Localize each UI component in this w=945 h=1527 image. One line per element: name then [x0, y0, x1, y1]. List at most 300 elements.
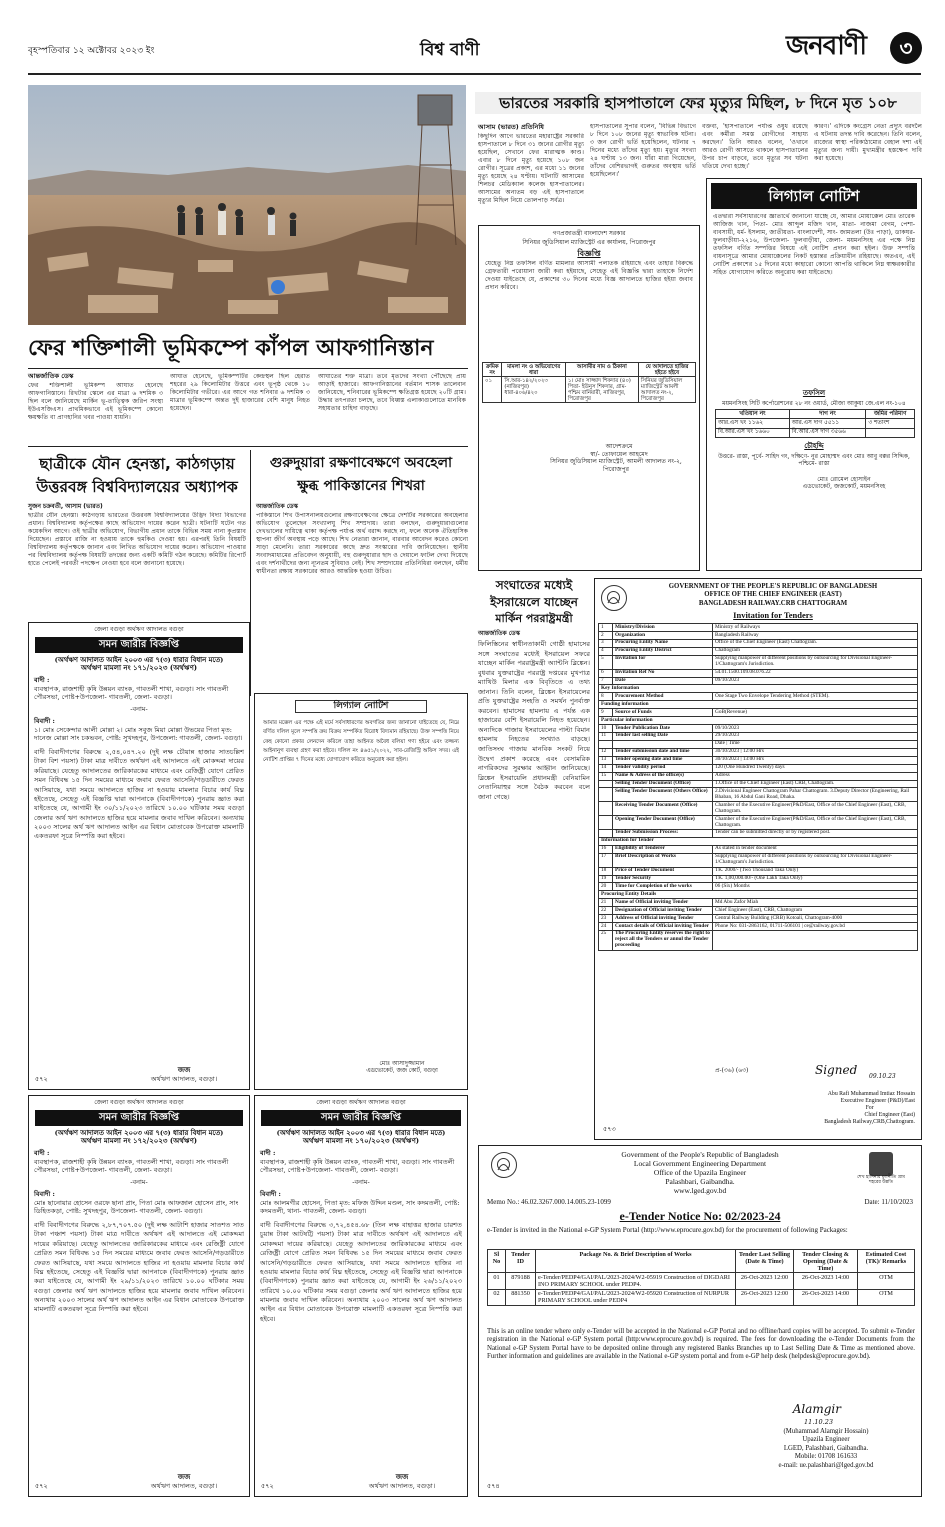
summons-plaintiff-label: বাদী : — [34, 675, 50, 684]
summons-court: জেলা বগুড়া অর্থঋণ আদালত বগুড়া — [94, 1099, 184, 1106]
rt-cell: Ministry of Railways — [713, 624, 918, 632]
summons-code: ৫৭২ — [261, 1481, 274, 1490]
rt-section-label: Key Information — [599, 685, 918, 693]
rt-cell: Procuring Entity District — [613, 647, 713, 655]
summons-case-no: অর্থঋণ মামলা নং ১৭১/২০২৩ (অর্থঋণ) — [80, 662, 198, 672]
summons-judge-court: অর্থঋণ আদালত, বগুড়া। — [150, 1481, 218, 1490]
rt-row — [599, 677, 918, 685]
rt-cell: 22 — [599, 907, 613, 915]
rt-cell: Procurement Method — [613, 693, 713, 701]
mujib-logo — [851, 1152, 911, 1190]
summons-court: জেলা বগুড়া অর্থঋণ আদালত বগুড়া — [94, 626, 184, 633]
rt-cell: Phone No: 031-2863162, 01711-506101 | ce@railway.gov.bd — [713, 923, 918, 931]
lt-cell: ৩ শতাংশ — [866, 419, 915, 428]
rt-cell: Receiving Tender Document (Office) — [613, 802, 713, 816]
rt-row — [599, 693, 918, 701]
legal-notice-1-schedule-title: তফসিল — [802, 388, 826, 397]
lged-td: 26-Oct-2023 14:00 — [794, 1289, 858, 1305]
rt-cell: One Stage Two Envelope Tendering Method (STEM). — [713, 693, 918, 701]
afghan-col-3: আঘাতের শক্ত মাত্রা। তবে মৃতদের সংখ্যা পৌঁছেছে প্রায় আড়াই হাজারে। আফগানিস্তানের বর্তমান শাসক তালেবান জানিয়েছে, শনিবারের ভূমিকম্পে ক্ষতিগ্রস্ত হয়েছে ২০টি গ্রাম। উদ্ধার তৎপরতা চলছে, তবে বিধ্বস্ত এলাকাগুলোতে মানবিক সহায়তার চাহিদা বাড়ছে। — [318, 373, 466, 412]
bengal-body: ছাত্রীর যৌন হেনস্তা। কাঠগড়ায় ভারতের উত্তরবঙ্গ বিশ্ববিদ্যালয়ের উদ্ভিদ বিদ্যা বিভাগের প্রধান। বিশ্ববিদ্যালয় কর্তৃপক্ষের কাছে অভিযোগ দায়ের করেন ছাত্রী। ঘটনাটি ঘটেন গত কয়েকদিন আগে। ওই ছাত্রীর অভিযোগ, বিভাগীয় প্রধান তাকে বিভিন্ন সময় নানা কুপ্রস্তাব দিয়েছেন। প্রস্তাবে রাজি না হওয়ায় তাকে হুমকিও দেওয়া হয়। এরপরই তিনি বিষয়টি বিশ্ববিদ্যালয় কর্তৃপক্ষকে জানান এবং লিখিত অভিযোগ দায়ের করেন। অভিযোগ পাওয়ার পর বিশ্ববিদ্যালয় কর্তৃপক্ষ বিষয়টি তদন্তের জন্য একটি কমিটি গঠন করেছে। কমিটির রিপোর্ট হাতে পেলেই পরবর্তী পদক্ষেপ নেওয়া হবে বলে জানানো হয়েছে। — [28, 512, 246, 567]
afghan-rule — [28, 368, 468, 369]
lged-line-4: Palashbari, Gaibandha. — [665, 1177, 735, 1186]
rt-cell: Tender last selling Date — [613, 732, 713, 740]
afghan-col-1: ফের শক্তিশালী ভূমিকম্প আঘাত হেনেছে আফগানিস্তানে। রিখটার স্কেলে এর মাত্রা ৬ দশমিক ৩ ছিল বলে জানিয়েছে মার্কিন ভূ-তাত্ত্বিক জরিপ সংস্থা ইউএসজিএস। প্রাথমিকভাবে এই ভূমিকম্পে কোনো ক্ষয়ক্ষতি বা প্রাণহানির খবর পাওয়া যায়নি। — [28, 382, 163, 421]
masthead-rule — [28, 73, 921, 75]
rt-cell: Adress — [713, 772, 918, 780]
lt-cell — [866, 428, 915, 437]
summons-code: ৫৭২ — [35, 1481, 48, 1490]
lged-memo: Memo No.: 46.02.3267.000.14.005.23-1099 — [487, 1198, 611, 1206]
rt-row — [599, 780, 918, 788]
rt-cell: 14 — [599, 764, 613, 772]
rt-cell: 29/10/2023 — [713, 732, 918, 740]
lged-line-5: www.lged.gov.bd — [673, 1186, 727, 1195]
lged-th: Sl No — [488, 1250, 506, 1273]
lged-table — [487, 1249, 915, 1306]
rt-cell: 25 — [599, 930, 613, 950]
lged-td: e-Tender/PEDP4/GAI/PAL/2023-2024/W2-05920 Construction of NURPUR PRIMARY SCHOOL under PEDP4 — [536, 1289, 736, 1305]
rt-cell: Name of Official inviting Tender — [613, 899, 713, 907]
summons-law: (অর্থঋণ আদালত আইন ২০০৩ এর ৭(৩) ধারার বিধান মতে) — [54, 655, 224, 664]
rt-ref-code: প্র-(৩৬) (৬৩) — [715, 1067, 749, 1074]
rt-row — [599, 740, 918, 748]
rt-row — [599, 639, 918, 647]
rt-section-label: Particular information — [599, 717, 918, 725]
rt-row — [599, 915, 918, 923]
summons-code: ৫৭২ — [35, 1074, 48, 1083]
rt-cell — [599, 788, 613, 802]
rt-code: ৫৭৩ — [603, 1124, 616, 1133]
bengal-byline: সুজন চক্রবর্তী, আসাম (ভারত) — [28, 503, 103, 510]
rt-cell: 5 — [599, 655, 613, 669]
afghan-headline: ফের শক্তিশালী ভূমিকম্পে কাঁপল আফগানিস্তান — [28, 336, 434, 361]
rt-row — [599, 669, 918, 677]
rt-row — [599, 772, 918, 780]
rt-cell — [599, 780, 613, 788]
ct-cell: ১। মোঃ সাজ্জাদ শিকদার (৪০) পিতা- ইউনুস শিকদার, গ্রাম- পশ্চিম বানিয়ারী, নাজিরপুর, পিরোজপুর — [565, 377, 638, 403]
court-notice-mid — [478, 225, 700, 571]
summons-versus: -বনাম- — [352, 1178, 370, 1187]
israel-byline: আন্তর্জাতিক ডেস্ক — [478, 630, 520, 637]
rt-cell — [599, 802, 613, 816]
rt-cell: Eligibility of Tenderer — [613, 845, 713, 853]
rt-cell: Chamber of the Executive Engineer(P&D/East, Office of the Chief Engineer (East), CRB, Chattogram. — [713, 816, 918, 830]
lged-th: Tender Last Selling (Date & Time) — [736, 1250, 794, 1273]
summons-judge: জজ — [177, 1472, 191, 1482]
rt-row — [599, 923, 918, 931]
summons-1 — [28, 622, 250, 1090]
rt-sign-date: 09.10.23 — [869, 1073, 896, 1080]
summons-law: (অর্থঋণ আদালত আইন ২০০৩ এর ৭(৩) ধারার বিধান মতে) — [54, 1128, 224, 1137]
rt-row — [599, 829, 918, 837]
rt-row — [599, 867, 918, 875]
rt-row — [599, 709, 918, 717]
pak-body: পাকিস্তানে শিখ উপাসনালয়গুলোর রক্ষণাবেক্ষণের ক্ষেত্রে দেশটির সরকারের অবহেলার অভিযোগ তুলেছেন সংখ্যালঘু শিখ সম্প্রদায়। তারা বলছেন, গুরুদুয়ারাগুলোর দেখভালের দায়িত্বে থাকা কর্তৃপক্ষ পর্যাপ্ত অর্থ বরাদ্দ করছে না, ফলে অনেক ঐতিহাসিক স্থাপনা জীর্ণ অবস্থায় পড়ে আছে। শিখ নেতারা জানান, বারবার আবেদন করেও কোনো সাড়া মেলেনি। তারা সরকারের কাছে দ্রুত সংস্কারের দাবি জানিয়েছেন। স্থানীয় সংবাদমাধ্যমের প্রতিবেদন অনুযায়ী, বহু গুরুদুয়ারার ছাদ ও দেয়ালে ফাটল দেখা দিয়েছে এবং দর্শনার্থীদের জন্য ন্যূনতম সুবিধাও নেই। শিখ সম্প্রদায়ের প্রতিনিধিরা বলছেন, ধর্মীয় স্বাধীনতা রক্ষায় সরকারের আরও আন্তরিক হওয়া উচিত। — [256, 512, 468, 575]
rt-cell: Chamber of the Executive Engineer(P&D/East, Office of the Chief Engineer (East), CRB, Chattogram. — [713, 802, 918, 816]
lged-row — [488, 1289, 915, 1305]
rt-cell: Ministry/Division — [613, 624, 713, 632]
ct-cell: সি.আর-১৪২/২০২৩ (নাজিরপুর) ধারা-৪০৬/৪২০ — [502, 377, 565, 403]
india-headline: ভারতের সরকারি হাসপাতালে ফের মৃত্যুর মিছিল, ৮ দিনে মৃত ১০৮ — [475, 92, 921, 114]
court-title: বিজ্ঞপ্তি — [577, 248, 601, 258]
rt-cell: 17 — [599, 853, 613, 867]
rt-cell: Procuring Entity Name — [613, 639, 713, 647]
rt-cell: Office of the Chief Engineer (East) Chattogram. — [713, 639, 918, 647]
lged-code: ৫৭৪ — [487, 1481, 500, 1490]
israel-body: ফিলিস্তিনের স্বাধীনতাকামী গোষ্ঠী হামাসের সঙ্গে সংঘাতের মধ্যেই ইসরায়েল সফরে যাচ্ছেন মার্কিন পররাষ্ট্রমন্ত্রী অ্যান্টনি ব্লিঙ্কেন। বুধবার যুক্তরাষ্ট্রের পররাষ্ট্র দপ্তরের মুখপাত্র ম্যাথিউ মিলার এক বিবৃতিতে এ তথ্য জানান। তিনি বলেন, ব্লিঙ্কেন ইসরায়েলের প্রতি যুক্তরাষ্ট্রের সংহতি ও সমর্থন পুনর্ব্যক্ত করবেন। হামাসের হামলায় এ পর্যন্ত এক হাজারের বেশি ইসরায়েলি নিহত হয়েছেন। অন্যদিকে গাজায় ইসরায়েলের পাল্টা বিমান হামলায় নিহতের সংখ্যাও বাড়ছে। জাতিসংঘ গাজায় মানবিক সংকট নিয়ে উদ্বেগ প্রকাশ করেছে এবং বেসামরিক নাগরিকদের সুরক্ষার আহ্বান জানিয়েছে। ব্লিঙ্কেন ইসরায়েলি প্রধানমন্ত্রী বেনিয়ামিন নেতানিয়াহুর সঙ্গে বৈঠক করবেন বলে জানা গেছে। — [478, 640, 590, 801]
pak-headline-1: গুরুদুয়ারা রক্ষণাবেক্ষণে অবহেলা — [269, 455, 453, 471]
rt-row — [599, 907, 918, 915]
lged-th: Tender Closing & Opening (Date & Time) — [794, 1250, 858, 1273]
rt-cell: 13 — [599, 756, 613, 764]
rt-row — [599, 883, 918, 891]
lged-date: Date: 11/10/2023 — [864, 1198, 913, 1206]
rt-row — [599, 685, 918, 693]
legal-notice-1-table — [715, 409, 915, 438]
rt-cell: Contact details of Official inviting Tender — [613, 923, 713, 931]
summons-defendant: ১। মোঃ সেকেন্দার আলী মোল্লা ২। মোঃ সবুজ মিয়া মোল্লা উভয়ের পিতা মৃত: দানেজ মোল্লা সাং চকভবন, পোষ্ট: সুখদহপুর, উপজেলা: গাবতলী, জেলা- বগুড়া। — [34, 725, 243, 743]
ct-cell: সিনিয়র জুডিসিয়াল ম্যাজিস্ট্রেট আমলী আদালত নং-২, পিরোজপুর — [638, 377, 695, 403]
page-number-badge: ৩ — [890, 32, 922, 64]
india-col-4: কারণ।' এদিকে কংগ্রেস নেতা প্রদ্যুৎ বরদলৈ এ ঘটনায় তদন্ত দাবি করেছেন। তিনি বলেন, রাজ্যের স্বাস্থ্য পরিকাঠামোর বেহাল দশা এই মৃত্যুর জন্য দায়ী। মুখ্যমন্ত্রীর হস্তক্ষেপ দাবি করা হয়েছে। — [814, 123, 922, 162]
legal-notice-1-bounds: উত্তরে- রাস্তা, পূর্বে- সাহিদ গং, দক্ষিণে- নুর মোহাম্মদ এবং মোঃ আবু বক্কর সিদ্দিক, পশ্চিমে- রাস্তা — [718, 452, 910, 468]
rt-cell: Brief Description of Works — [613, 853, 713, 867]
rt-row — [599, 725, 918, 733]
rt-cell — [599, 816, 613, 830]
rt-cell: 4 — [599, 647, 613, 655]
rt-cell: 2.Divisional Engineer Chattogram Pahar Chattogram. 3.Deputy Director (Engineering, Rail Bhaban, 16 Abdul Gani Road, Dhaka. — [713, 788, 918, 802]
summons-judge-court: অর্থঋণ আদালত, বগুড়া। — [368, 1481, 436, 1490]
rt-cell: 16 — [599, 845, 613, 853]
lged-th: Package No. & Brief Description of Works — [536, 1250, 736, 1273]
summons-case-no: অর্থঋণ মামলা নং ১৭০/২০২৩ (অর্থঋণ) — [302, 1135, 420, 1145]
rt-cell: 54.01.1500.109.08.076.22 — [713, 669, 918, 677]
rt-cell: TK. 2000/- (Two Thousand Taka Only) — [713, 867, 918, 875]
lt-cell: আর.এস খং ১১৬২ — [716, 419, 790, 428]
rt-cell: Tender Publication Date — [613, 725, 713, 733]
rt-cell: Md Abu Zafor Miah — [713, 899, 918, 907]
rt-cell: 24 — [599, 923, 613, 931]
rt-row — [599, 891, 918, 899]
rt-cell: 3 — [599, 639, 613, 647]
rt-cell: Tender submission date and time — [613, 748, 713, 756]
rt-cell: As stated in tender document — [713, 845, 918, 853]
rt-cell: 19 — [599, 875, 613, 883]
lged-sign-date: 11.10.23 — [804, 1418, 833, 1426]
court-body: যেহেতু নিম্ন তফসিল বর্ণিত মামলার আসামী পলাতক রহিয়াছে এবং তাহার বিরুদ্ধে গ্রেফতারী পরোয়ানা জারী করা হইয়াছে, সেহেতু এই বিজ্ঞপ্তি দ্বারা তাহাকে নির্দেশ দেওয়া যাইতেছে যে, প্রকাশের ৩০ দিনের মধ্যে বিজ্ঞ আদালতে হাজির হইয়া জবাব প্রদান করিবে। — [485, 260, 693, 291]
rt-row — [599, 802, 918, 816]
rt-title: Invitation for Tenders — [733, 610, 813, 621]
summons-body: বাদী বিবাদীগণের বিরুদ্ধে ২,৮৭,৭০৭.৫০ (দুই লক্ষ আটাশি হাজার সাতশত সাত টাকা পঞ্চাশ পয়সা) টাকা মাত্র দাবীতে অর্থঋণ এই আদালতে এই মোকদ্দমা দায়ের করিয়াছে। যেহেতু আদালতের জারিকারকের মাধ্যমে এবং রেজিষ্ট্রী যোগে প্রেরিত সমন বিধিবদ্ধ ১৫ দিন সময়ের মাধ্যমে জবাব ফেরত আসেনি/গড়ডারীতে ফেরত আসিয়াছে, যথা সময়ে আদালতে হাজির না হওয়ায় মামলার বিচার কার্য বিঘ্ন হইতেছে, সেহেতু এই বিজ্ঞপ্তি দ্বারা আপনাকে (বিবাদীগণকে) পুনরায় জ্ঞাত করা যাইতেছে যে, আগামী ইং ২৯/১১/২০২৩ তারিখে ১০.০০ ঘটিকার সময় বগুড়া জেলার অর্থ ঋণ আদালতে হাজির হয়ে মামলার জবাব দাখিল করিবেন। অন্যথায় ২০০৩ সালের অর্থ ঋণ আদালত আইন এর বিধান মোতাবেক উপরোক্ত মামলাটি একতরফা সূত্রে নিস্পত্তি করা হইবে। — [34, 1221, 244, 1314]
rt-cell: 09/10/2023 — [713, 677, 918, 685]
rt-cell: 10 — [599, 725, 613, 733]
lged-td: 26-Oct-2023 12:00 — [736, 1273, 794, 1289]
lged-tender — [478, 1145, 922, 1497]
summons-plaintiff: ব্যবস্থাপক, রাজশাহী কৃষি উন্নয়ন ব্যাংক, গাবতলী শাখা, বগুড়া। সাং গাবতলী পৌরসভা, পোষ্ট+উপজেলা- গাবতলী, জেলা- বগুড়া। — [260, 1157, 455, 1175]
rt-row — [599, 853, 918, 867]
rt-cell: The Procuring Entity reserves the right to reject all the Tenders or annul the Tender proceeding — [613, 930, 713, 950]
rt-row — [599, 764, 918, 772]
section-title: বিশ্ব বাণী — [420, 40, 480, 60]
rt-cell: 30/10/2023 | 13:00 Hrs — [713, 756, 918, 764]
lt-header: দাগ নং — [789, 410, 866, 419]
lged-td: 26-Oct-2023 12:00 — [736, 1289, 794, 1305]
afghan-byline: আন্তর্জাতিক ডেস্ক — [28, 372, 74, 380]
rt-row — [599, 837, 918, 845]
lt-cell: বি.আর.এস খং ১৬৬০ — [716, 428, 790, 437]
rt-cell: 6 — [599, 669, 613, 677]
rt-cell: Supplying manpower of different positions by outsourcing for Divisional Engineer-1/Chattogram's Jurisdiction. — [713, 655, 918, 669]
summons-body: বাদী বিবাদীগণের বিরুদ্ধে ২,৫৪,০৪৭.২০ (দুই লক্ষ চৌয়ান্ন হাজার সাতচল্লিশ টাকা বিশ পয়সা) টাকা মাত্র দাবীতে অর্থঋণ এই আদালতে এই মোকদ্দমা দায়ের করিয়াছে। যেহেতু আদালতের জারিকারকের মাধ্যমে এবং রেজিষ্ট্রী যোগে প্রেরিত সমন বিধিবদ্ধ ১৫ দিন সময়ের মাধ্যমে জবাব ফেরত আসেনি/গড়ডারীতে ফেরত আসিয়াছে, যথা সময়ে আদালতে হাজির না হওয়ায় মামলার বিচার কার্য বিঘ্ন হইতেছে, সেহেতু এই বিজ্ঞপ্তি দ্বারা আপনাকে (বিবাদীগণকে) পুনরায় জ্ঞাত করা যাইতেছে যে, আগামী ইং ৩০/১১/২০২৩ তারিখে ১০.০০ ঘটিকার সময় বগুড়া জেলার অর্থ ঋণ আদালতে হাজির হয়ে মামলার জবাব দাখিল করিবেন। অন্যথায় ২০০৩ সালের অর্থ ঋণ আদালত আইন এর বিধান মোতাবেক উপরোক্ত মামলাটি একতরফা সূত্রে নিস্পত্তি করা হইবে। — [34, 748, 244, 841]
rt-section-label: Funding information — [599, 701, 918, 709]
rt-cell: 18 — [599, 867, 613, 875]
rt-cell: 15 — [599, 772, 613, 780]
summons-court: জেলা বগুড়া অর্থঋণ আদালত বগুড়া — [316, 1099, 406, 1106]
ct-cell: ০১ — [483, 377, 502, 403]
lged-td: OTM — [858, 1289, 915, 1305]
brand-logo — [786, 30, 922, 66]
rt-gov-line-1: GOVERNMENT OF THE PEOPLE'S REPUBLIC OF BANGLADESH — [668, 583, 878, 590]
lged-signer-name: (Muhammad Alamgir Hossain) — [783, 1428, 869, 1435]
masthead-date: বৃহস্পতিবার ১২ অক্টোবর ২০২৩ ইং — [28, 46, 155, 56]
legal-notice-1-schedule-line: ময়মনসিংহ সিটি কর্পোরেশনের ২৮ নং ওয়ার্ড, মৌজা আকুয়া জে.এল নং-১০৪ — [722, 399, 906, 407]
rt-cell: Supplying manpower of different positions by outsourcing for Divisional Engineer-1/Chattogram's Jurisdiction. — [713, 853, 918, 867]
summons-defendant: মোঃ আলমগীর হোসেন, পিতা মৃত: মফিজ উদ্দিন মণ্ডল, সাং কদমতলী, পোষ্ট: কদমতলী, থানা- গাবতলী, জেলা- বগুড়া। — [260, 1198, 460, 1216]
rt-cell: Organization — [613, 632, 713, 640]
court-signer-title: সিনিয়র জুডিসিয়াল ম্যাজিস্ট্রেট, আমলী আদালত নং-২, পিরোজপুর — [550, 458, 682, 473]
pak-headline-2: ক্ষুব্ধ পাকিস্তানের শিখরা — [297, 478, 425, 494]
rt-signer-title-3: Chief Engineer (East) — [864, 1111, 915, 1118]
bengal-headline-2: উত্তরবঙ্গ বিশ্ববিদ্যালয়ের অধ্যাপক — [36, 478, 238, 496]
rt-cell: TK. 1,00,000.00/- (One Lakh Taka Only) — [713, 875, 918, 883]
lged-title: e-Tender Notice No: 02/2023-24 — [619, 1209, 781, 1223]
rt-row — [599, 899, 918, 907]
bd-emblem-icon — [601, 585, 627, 611]
rt-cell — [599, 829, 613, 837]
lged-signer-title-2: LGED, Palashbari, Gaibandha. — [783, 1444, 869, 1452]
rt-signer-title-4: Bangladesh Railway,CRB,Chattogram. — [824, 1118, 915, 1125]
ct-header: মামলা নং ও অভিযোগের ধারা — [502, 363, 565, 377]
earthquake-photo — [28, 85, 466, 325]
rt-cell: Tender can be submitted directly or by registered post. — [713, 829, 918, 837]
rt-signer-title-1: Executive Engineer (P&D)/East — [840, 1097, 915, 1104]
rt-cell: 06 (Six) Months — [713, 883, 918, 891]
rt-signer-name: Abu Rafi Muhammad Imtiaz Hossain — [827, 1091, 915, 1097]
summons-defendant-label: বিবাদী : — [34, 716, 55, 725]
lged-email: e-mail: ue.palashbari@lged.gov.bd — [778, 1461, 874, 1469]
summons-2 — [28, 1095, 250, 1497]
rt-cell: 11 — [599, 732, 613, 740]
lged-td: 26-Oct-2023 14:00 — [794, 1273, 858, 1289]
court-signer-name: স্বা/- তোফায়েল আহমেদ — [590, 450, 648, 458]
summons-versus: -বনাম- — [130, 705, 148, 714]
lged-signer-title-1: Upazila Engineer — [802, 1436, 850, 1444]
court-signer: আদেশক্রমে — [605, 443, 633, 451]
lged-row — [488, 1273, 915, 1289]
israel-headline-2: ইসরায়েলে যাচ্ছেন — [490, 595, 578, 609]
lged-th: Estimated Cost (TK)/ Remarks — [858, 1250, 915, 1273]
rt-cell — [613, 740, 713, 748]
rt-cell: Chief Engineer (East), CRB, Chattogram — [713, 907, 918, 915]
lged-td: 879188 — [506, 1273, 536, 1289]
rt-row — [599, 788, 918, 802]
legal-notice-2-signer: মোঃ আসাদুজ্জামান — [379, 1060, 425, 1068]
brand-name: জনবাণী — [786, 31, 866, 61]
lged-line-2: Local Government Engineering Department — [633, 1159, 767, 1168]
bengal-headline-1: ছাত্রীকে যৌন হেনস্তা, কাঠগড়ায় — [39, 455, 235, 473]
rt-cell: Source of Funds — [613, 709, 713, 717]
legal-notice-1-bounds-title: চৌহদ্দি — [804, 440, 824, 450]
lged-intro: e-Tender is invited in the National e-GP System Portal (http://www.eprocure.gov.bd) for the procurement of following Packages: — [487, 1226, 848, 1234]
rt-cell: Tender Submission Process: — [613, 829, 713, 837]
rt-cell: 23 — [599, 915, 613, 923]
rt-cell: 09/10/2023 — [713, 725, 918, 733]
ct-header: ক্রমিক নং — [483, 363, 502, 377]
rt-cell: Price of Tender Document — [613, 867, 713, 875]
rt-cell: Name & Adress of the office(s) — [613, 772, 713, 780]
rt-cell: Tender validity period — [613, 764, 713, 772]
portrait-icon — [869, 1152, 893, 1176]
rt-cell: 2 — [599, 632, 613, 640]
israel-headline-3: মার্কিন পররাষ্ট্রমন্ত্রী — [495, 612, 573, 625]
rt-gov-line-3: BANGLADESH RAILWAY.CRB CHATTOGRAM — [698, 599, 848, 607]
rt-cell: 20 — [599, 883, 613, 891]
lged-td: 881350 — [506, 1289, 536, 1305]
lged-td: 01 — [488, 1273, 506, 1289]
rt-gov-line-2: OFFICE OF THE CHIEF ENGINEER (EAST) — [704, 591, 842, 599]
lged-td: e-Tender/PEDP4/GAI/PAL/2023-2024/W2-05919 Construction of DIGDARI INO PRIMARY SCHOOL under PEDP4. — [536, 1273, 736, 1289]
lged-line-1: Government of the People's Republic of Bangladesh — [621, 1150, 779, 1159]
rt-cell: 120 (One Hundred Twenty) days — [713, 764, 918, 772]
rt-cell: Opening Tender Document (Office) — [613, 816, 713, 830]
legal-notice-1-body: এতদ্বারা সর্বসাধারণের জ্ঞাতার্থে জানানো যাচ্ছে যে, আমার মোয়াক্কেল মোঃ তারেক আজিজ খান, পিতা- মোঃ আব্দুল মজিদ খান, মাতা- নাজমা বেগম, পেশা- ব্যবসায়ী, ধর্ম- ইসলাম, জাতীয়তা- বাংলাদেশী, সাং- জামতলা (উঃ পাড়া), ডাকঘর- ফুলবাড়ীয়া-২২১৬, উপজেলা- ফুলবাড়ীয়া, জেলা- ময়মনসিংহ এর পক্ষে নিম্ন তফসিল বর্ণিত সম্পত্তির বিষয়ে এই নোটিশ প্রদান করা হইল। উক্ত সম্পত্তি বায়নাসূত্রে আমার মোয়াক্কেলের নিকট হস্তান্তর প্রক্রিয়াধীন রহিয়াছে। অতএব, এই নোটিশ প্রকাশের ১৫ দিনের মধ্যে কাহারো কোনো আপত্তি থাকিলে নিম্ন স্বাক্ষরকারীর সহিত যোগাযোগ করিতে অনুরোধ করা যাইতেছে। — [713, 213, 915, 276]
rt-row — [599, 732, 918, 740]
rt-cell: Tender Security — [613, 875, 713, 883]
rt-cell: Central Railway Building (CRB) Kotoali, Chattogram-4000 — [713, 915, 918, 923]
rt-cell: Time for Completion of the works — [613, 883, 713, 891]
lged-mobile: Mobile: 01708 161633 — [794, 1453, 858, 1461]
legal-notice-2-signer-title: এডভোকেট, জজ কোর্ট, বগুড়া — [366, 1067, 438, 1074]
pak-byline: আন্তর্জাতিক ডেস্ক — [256, 503, 298, 510]
rt-cell: 21 — [599, 899, 613, 907]
india-col-1: কিছুদিন আগে ভারতের মহারাষ্ট্রের সরকারি হাসপাতালে ৮ দিনে ৩১ জনের রোগীর মৃত্যু হয়েছিল, সেখানে ফের মারাত্মক কাণ্ড। এবার ৮ দিনে মৃত্যু হয়েছে ১০৮ জন রোগীর। সূত্রের প্রকাশ, এর মধ্যে ১১ জনের মৃত্যু হয়েছে ২৪ ঘণ্টায়। ঘটনাটি আসামের শিলচর মেডিক্যাল কলেজ হাসপাতালের। আসামের অন্যতম বড় এই হাসপাতালে মৃত্যুর মিছিল নিয়ে তোলপাড় সর্বত্র। — [478, 133, 584, 204]
ct-header: আসামীর নাম ও ঠিকানা — [565, 363, 638, 377]
bd-emblem-icon — [491, 1152, 517, 1178]
lged-td: OTM — [858, 1273, 915, 1289]
summons-law: (অর্থঋণ আদালত আইন ২০০৩ এর ৭(৩) ধারার বিধান মতে) — [276, 1128, 446, 1137]
summons-judge-court: অর্থঋণ আদালত, বগুড়া। — [150, 1074, 218, 1083]
rt-cell: Address of Official inviting Tender — [613, 915, 713, 923]
rt-cell — [713, 930, 918, 950]
rt-cell: Bangladesh Railway — [713, 632, 918, 640]
india-col-2: হাসপাতালের সুপার বলেন, 'বিভিন্ন বিভাগে ৮ দিনে ১০৮ জনের মৃত্যু স্বাভাবিক ঘটনা। ৩ জন রোগী ভর্তি হয়েছিলেন, ঘটনার ৭ দিনের মধ্যে তাঁদের মৃত্যু হয়। মৃত্যুর সংখ্যা ২৪ ঘণ্টায় ১৩ জন। যাঁরা মারা গিয়েছেন, তাঁদের বেশিরভাগই গুরুতর অবস্থায় ভর্তি হয়েছিলেন।' — [590, 123, 696, 178]
rt-row — [599, 875, 918, 883]
lged-th: Tender ID — [506, 1250, 536, 1273]
rt-cell: 9 — [599, 709, 613, 717]
court-org-1: গণপ্রজাতন্ত্রী বাংলাদেশ সরকার — [552, 230, 626, 237]
summons-versus: -বনাম- — [130, 1178, 148, 1187]
afghan-col-2: আঘাত হেনেছে, ভূমিকম্পটির কেন্দ্রস্থল ছিল হেরাত শহরের ২৯ কিলোমিটার উত্তরে এবং ভূপৃষ্ঠ থেকে ১০ কিলোমিটার গভীরে। এর আগে গত শনিবার ৬ দশমিক ৩ মাত্রার ভূমিকম্পে অন্তত দুই হাজারের বেশি মানুষ নিহত হয়েছেন। — [170, 373, 310, 412]
rt-row — [599, 655, 918, 669]
summons-body: বাদী বিবাদীগণের বিরুদ্ধে ৩,৭২,৪৫৪.৬৮ (তিন লক্ষ বাহাত্তর হাজার চারশত চুয়ান্ন টাকা আটষট্টি পয়সা) টাকা মাত্র দাবীতে অর্থঋণ এই আদালতে এই মোকদ্দমা দায়ের করিয়াছে। যেহেতু আদালতের জারিকারকের মাধ্যমে এবং রেজিষ্ট্রী যোগে প্রেরিত সমন বিধিবদ্ধ ১৫ দিন সময়ের মাধ্যমে জবাব ফেরত আসেনি/গড়ডারীতে ফেরত আসিয়াছে, যথা সময়ে আদালতে হাজির না হওয়ায় মামলার বিচার কার্য বিঘ্ন হইতেছে, সেহেতু এই বিজ্ঞপ্তি দ্বারা আপনাকে (বিবাদীগণকে) পুনরায় জ্ঞাত করা যাইতেছে যে, আগামী ইং ২৬/১১/২০২৩ তারিখে ১০.০০ ঘটিকার সময় বগুড়া জেলার অর্থ ঋণ আদালতে হাজির হয়ে মামলার জবাব দাখিল করিবেন। অন্যথায় ২০০৩ সালের অর্থ ঋণ আদালত আইন এর বিধান মোতাবেক উপরোক্ত মামলাটি একতরফা সূত্রে নিস্পত্তি করা হইবে। — [260, 1221, 462, 1323]
bengal-col-sep — [250, 450, 251, 696]
summons-plaintiff-label: বাদী : — [260, 1148, 276, 1157]
rt-cell: 7 — [599, 677, 613, 685]
summons-defendant-label: বিবাদী : — [34, 1189, 55, 1198]
summons-title: সমন জারীর বিজ্ঞপ্তি — [35, 1110, 243, 1126]
rt-cell — [599, 740, 613, 748]
rt-row — [599, 748, 918, 756]
rt-signature: Signed — [815, 1063, 858, 1077]
summons-plaintiff: ব্যবস্থাপক, রাজশাহী কৃষি উন্নয়ন ব্যাংক, গাবতলী শাখা, বগুড়া। সাং গাবতলী পৌরসভা, পোষ্ট+উপজেলা- গাবতলী, জেলা- বগুড়া। — [34, 1157, 229, 1175]
rt-cell: 30/10/2023 | 12:00 Hrs — [713, 748, 918, 756]
rt-section-label: Procuring Entity Details — [599, 891, 918, 899]
court-org-2: সিনিয়র জুডিসিয়াল ম্যাজিস্ট্রেট এর কার্যালয়, পিরোজপুর — [522, 238, 656, 246]
railway-tender — [594, 578, 922, 1140]
summons-defendant: মোঃ ছানোয়ার হোসেন ওরফে ছানা প্রাং, পিতা মোঃ আফজাল হোসেন প্রাং, সাং ডিহিতকড়া, পোষ্ট: সুখদহপুর, উপজেলা- গাবতলী, জেলা- বগুড়া। — [34, 1198, 239, 1216]
rt-row — [599, 717, 918, 725]
summons-judge: জজ — [395, 1472, 409, 1482]
rt-cell: Chattogram — [713, 647, 918, 655]
legal-notice-2-body: আমার মক্কেল এর পক্ষে এই মর্মে সর্বসাধারণের অবগতির জন্য জানানো যাইতেছে যে, নিম্নে বর্ণিত দলিল মূলে সম্পত্তি ক্রয় বিক্রয় সম্পর্কিত বিরোধ বিদ্যমান রহিয়াছে। উক্ত সম্পত্তি নিয়ে কেহ কোনো প্রকার লেনদেন করিলে তাহা আইনত অবৈধ বলিয়া গণ্য হইবে এবং তজ্জন্য আইনানুগ ব্যবস্থা গ্রহণ করা হইবে। দলিল নং ৪৬৫১/২০২২, সাব-রেজিস্ট্রি অফিস সদর। এই নোটিশ প্রাপ্তির ৭ দিনের মধ্যে যোগাযোগ করিতে অনুরোধ করা হইল। — [263, 720, 459, 763]
lged-td: 02 — [488, 1289, 506, 1305]
rt-row — [599, 930, 918, 950]
lged-body: This is an online tender where only e-Tender will be accepted in the National e-GP Portal and no offline/hard copies will be accepted. To submit e-Tender registration in the National e-GP System portal (http:www.eprocure.gov.bd) is required. The fees for downloading the e-Tender Documents from the National e-GP System Portal have to be deposited online through any registered Banks Branches up to Last Selling Date & Time as mentioned above. Further information and guidelines are available in the National e-GP system portal and from e-GP help desk (helpdesk@eprocure.gov.bd). — [487, 1328, 915, 1361]
lt-cell: আর.এস দাগ ৫৫১১ — [789, 419, 866, 428]
rt-row — [599, 701, 918, 709]
ct-header: যে আদালতে হাজির হইতে হইবে — [638, 363, 695, 377]
rt-signer-title-2: For — [865, 1104, 874, 1111]
lged-signature: Alamgir — [792, 1402, 841, 1416]
summons-judge: জজ — [177, 1065, 191, 1075]
bengal-top-rule — [28, 446, 468, 447]
rt-cell: Selling Tender Document (Others Office) — [613, 788, 713, 802]
rt-cell: Invitation Ref No — [613, 669, 713, 677]
rt-cell: Date — [613, 677, 713, 685]
rt-cell: 1.Office of the Chief Engineer (East) CRB, Chattogram. — [713, 780, 918, 788]
rt-cell: Selling Tender Document (Office) — [613, 780, 713, 788]
rt-row — [599, 816, 918, 830]
legal-notice-2 — [254, 693, 468, 1090]
legal-notice-1-signer-title: এডভোকেট, জজকোর্ট, ময়মনসিংহ — [802, 483, 886, 491]
israel-headline-1: সংঘাতের মধ্যেই — [495, 578, 573, 592]
rt-cell: GoB(Revenue) — [713, 709, 918, 717]
lged-line-3: Office of the Upazila Engineer — [653, 1168, 747, 1177]
court-table — [482, 362, 696, 403]
rt-cell: 12 — [599, 748, 613, 756]
rt-section-label: Information for Tender — [599, 837, 918, 845]
legal-notice-1 — [706, 178, 922, 571]
summons-title: সমন জারীর বিজ্ঞপ্তি — [35, 637, 243, 653]
india-byline: আসাম (ভারত) প্রতিনিধি — [478, 123, 544, 131]
rt-cell: Tender opening date and time — [613, 756, 713, 764]
lt-header: খতিয়ান নং — [716, 410, 790, 419]
rt-table — [598, 623, 918, 951]
india-col-3: বক্তব্য, 'হাসপাতালে পর্যাপ্ত ওষুধ রয়েছে এবং কর্মীরা সমস্ত রোগীদের সাহায্য করছেন।' তিনি আরও বলেন, 'ওখানে আরও রোগী আসতে থাকলে হাসপাতালের উপর চাপ বাড়বে, তবে মৃত্যুর সব ঘটনা খতিয়ে দেখা হচ্ছে।' — [702, 123, 808, 170]
summons-defendant-label: বিবাদী : — [260, 1189, 281, 1198]
summons-title: সমন জারীর বিজ্ঞপ্তি — [261, 1110, 461, 1126]
rt-cell: 1 — [599, 624, 613, 632]
rt-cell: Invitation for — [613, 655, 713, 669]
legal-notice-1-title: লিগ্যাল নোটিশ — [711, 183, 917, 209]
legal-notice-2-title: লিগ্যাল নোটিশ — [295, 700, 427, 713]
lt-cell: বি.আর.এস দাগ ৩৫৬৬ — [789, 428, 866, 437]
mujib-logo-caption: শেখ হাসিনার মূলনীতি গ্রাম শহরের উন্নতি — [857, 1175, 905, 1185]
rt-cell: 8 — [599, 693, 613, 701]
summons-case-no: অর্থঋণ মামলা নং ১৭২/২০২৩ (অর্থঋণ) — [80, 1135, 198, 1145]
legal-notice-1-signer: মোঃ রোমেল হোসাইন — [817, 475, 871, 483]
